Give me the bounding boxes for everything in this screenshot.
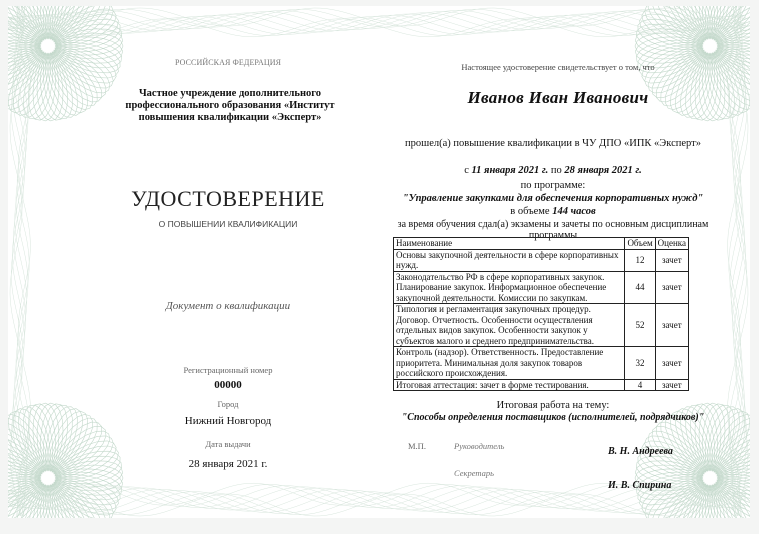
secretary-name: И. В. Спирина bbox=[608, 480, 672, 491]
program-hours bbox=[393, 206, 713, 217]
discipline-name: Основы закупочной деятельности в сфере корпоративных нужд. bbox=[394, 249, 625, 271]
exams-statement: за время обучения сдал(а) экзамены и зачеты по основным дисциплинам программы bbox=[397, 219, 709, 241]
issue-date: 28 января 2021 г. bbox=[188, 458, 268, 470]
discipline-name: Типология и регламентация закупочных процедур. Договор. Отчетность. Особенности осуществления отдельных видов закупок. Особенности закупок у субъектов малого и среднего предпринимательства. bbox=[394, 304, 625, 347]
discipline-volume: 52 bbox=[625, 304, 655, 347]
header-volume: Объем bbox=[625, 238, 655, 250]
stamp-place-label: М.П. bbox=[408, 441, 426, 451]
final-work-label: Итоговая работа на тему: bbox=[496, 400, 610, 411]
table-header-row bbox=[394, 238, 689, 250]
discipline-name: Законодательство РФ в сфере корпоративных закупок. Планирование закупок. Информационное обеспечение закупочной деятельности. Комиссии по закупкам. bbox=[394, 271, 625, 304]
reg-number: 00000 bbox=[214, 379, 242, 391]
discipline-name: Итоговая аттестация: зачет в форме тестирования. bbox=[394, 379, 625, 391]
table-row bbox=[394, 249, 689, 271]
discipline-grade: зачет bbox=[655, 249, 688, 271]
program-label: по программе: bbox=[520, 180, 586, 191]
final-work-topic: "Способы определения поставщиков (исполнителей, подрядчиков)" bbox=[401, 412, 705, 423]
head-name: В. Н. Андреева bbox=[608, 446, 673, 457]
header-grade: Оценка bbox=[655, 238, 688, 250]
document-type: Документ о квалификации bbox=[165, 300, 291, 312]
discipline-grade: зачет bbox=[655, 304, 688, 347]
period-to: 28 января 2021 г. bbox=[564, 165, 642, 176]
certificate-sheet bbox=[8, 6, 750, 518]
table-row bbox=[394, 271, 689, 304]
discipline-volume: 44 bbox=[625, 271, 655, 304]
study-period bbox=[393, 165, 713, 176]
discipline-volume: 12 bbox=[625, 249, 655, 271]
discipline-grade: зачет bbox=[655, 347, 688, 380]
period-to-prefix: по bbox=[550, 165, 562, 176]
program-name: "Управление закупками для обеспечения корпоративных нужд" bbox=[402, 193, 704, 204]
issue-date-label: Дата выдачи bbox=[205, 439, 251, 449]
header-name: Наименование bbox=[394, 238, 625, 250]
disciplines-table bbox=[393, 237, 689, 391]
period-from: 11 января 2021 г. bbox=[471, 165, 549, 176]
secretary-label: Секретарь bbox=[454, 468, 494, 478]
reg-number-label: Регистрационный номер bbox=[183, 365, 273, 375]
head-label: Руководитель bbox=[454, 441, 505, 451]
discipline-volume: 32 bbox=[625, 347, 655, 380]
table-row bbox=[394, 379, 689, 391]
certifies-statement: Настоящее удостоверение свидетельствует о том, что bbox=[461, 62, 655, 72]
table-row bbox=[394, 347, 689, 380]
hours-prefix: в объеме bbox=[510, 206, 550, 217]
period-from-prefix: с bbox=[464, 165, 469, 176]
discipline-volume: 4 bbox=[625, 379, 655, 391]
institution-name: Частное учреждение дополнительного профессионального образования «Институт повышения квалификации «Эксперт» bbox=[125, 88, 335, 123]
discipline-grade: зачет bbox=[655, 271, 688, 304]
table-row bbox=[394, 304, 689, 347]
hours-value: 144 часов bbox=[552, 206, 596, 217]
discipline-grade: зачет bbox=[655, 379, 688, 391]
city-label: Город bbox=[217, 399, 239, 409]
passed-statement: прошел(а) повышение квалификации в ЧУ ДПО «ИПК «Эксперт» bbox=[405, 138, 701, 149]
certificate-subtitle: О ПОВЫШЕНИИ КВАЛИФИКАЦИИ bbox=[158, 219, 298, 229]
country-label: РОССИЙСКАЯ ФЕДЕРАЦИЯ bbox=[174, 58, 282, 67]
holder-full-name: Иванов Иван Иванович bbox=[467, 88, 649, 107]
discipline-name: Контроль (надзор). Ответственность. Предоставление приоритета. Минимальная доля закупок товаров российского происхождения. bbox=[394, 347, 625, 380]
certificate-title: УДОСТОВЕРЕНИЕ bbox=[131, 186, 325, 211]
city: Нижний Новгород bbox=[184, 415, 272, 427]
